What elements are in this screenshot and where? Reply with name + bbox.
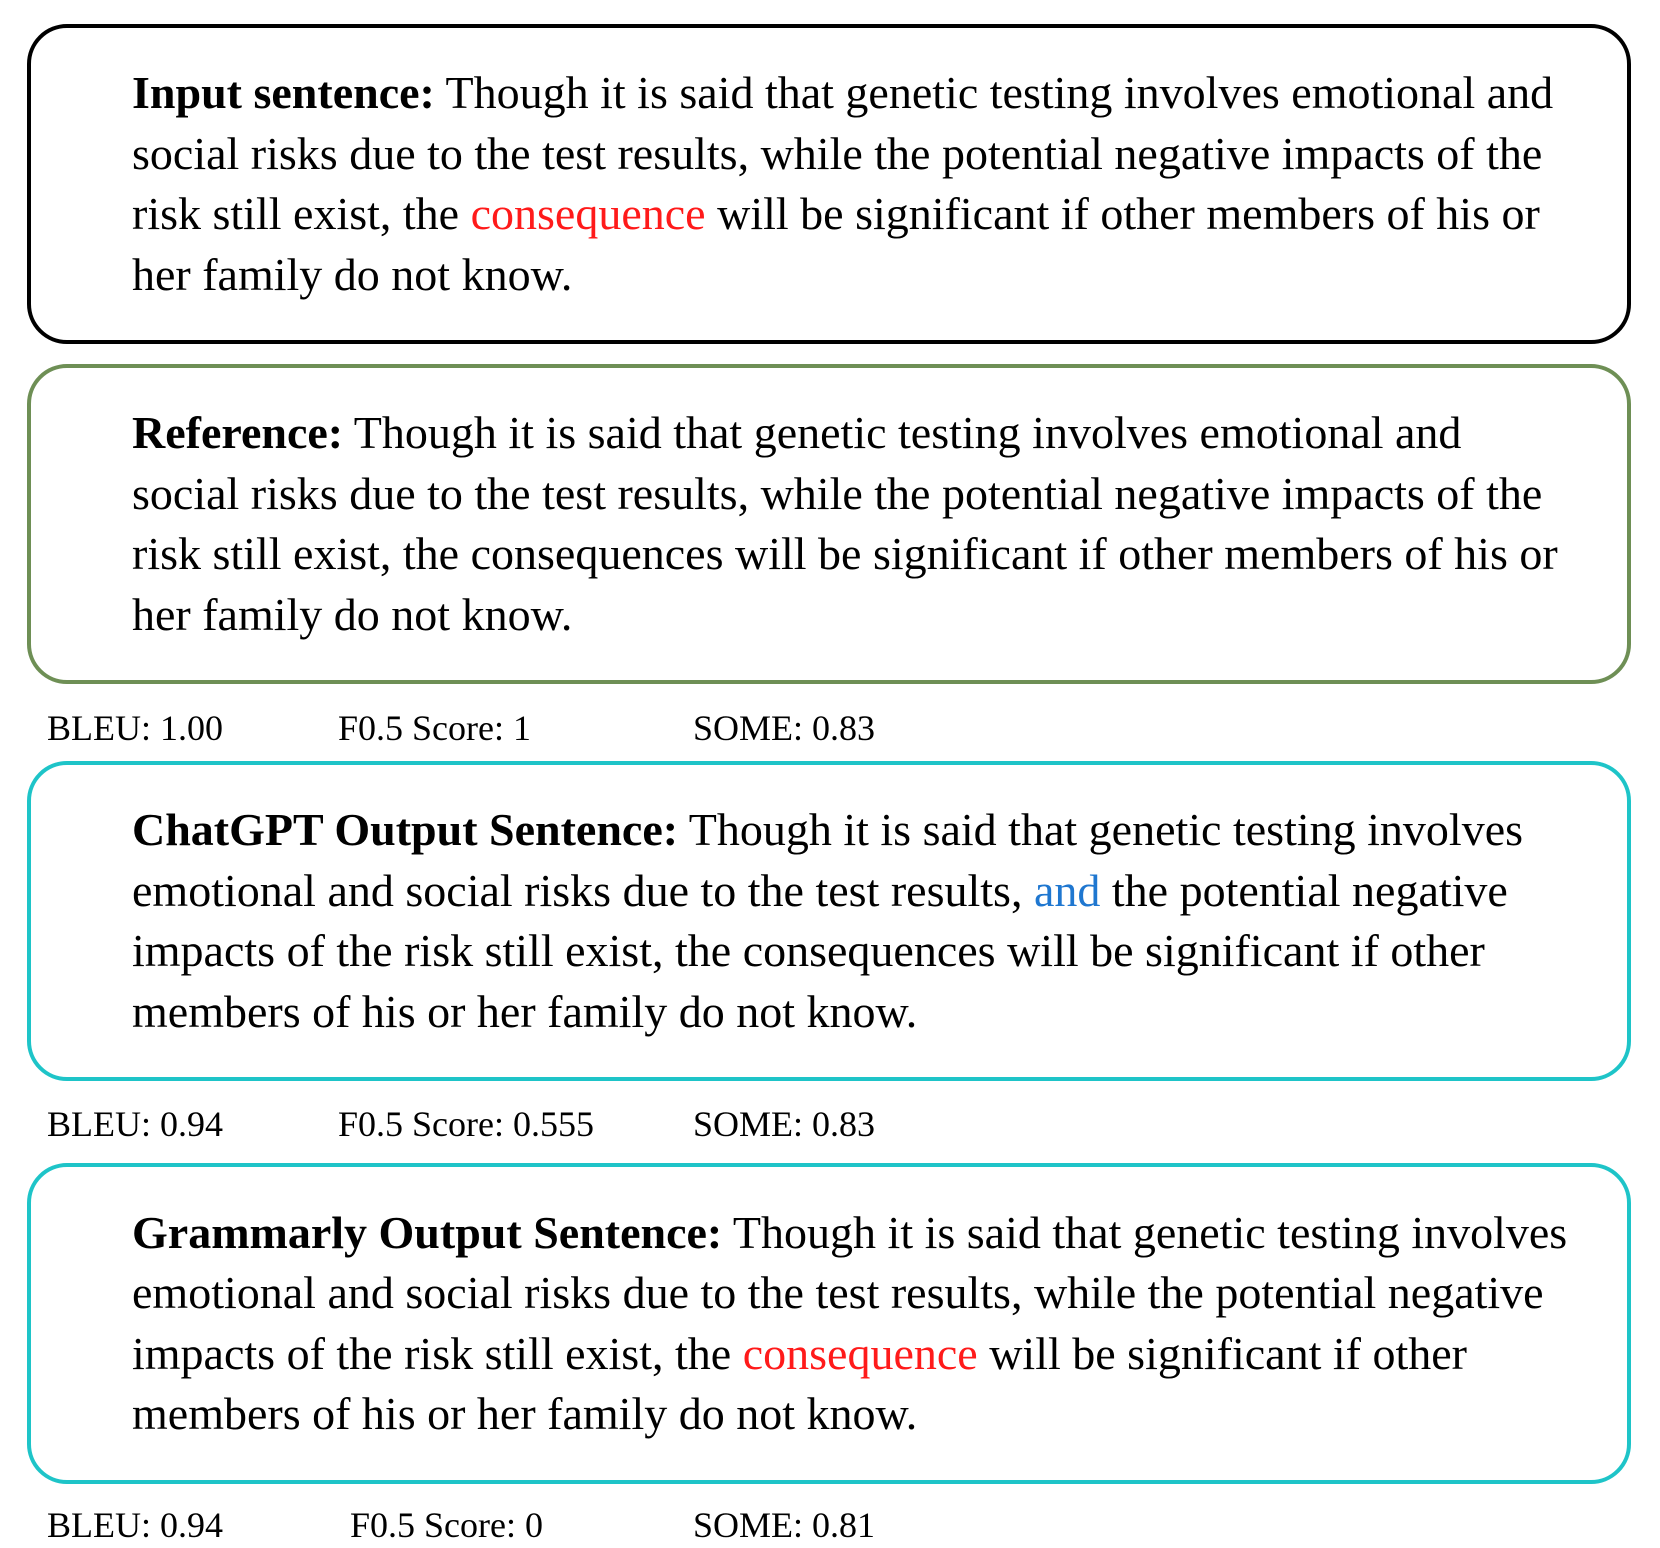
input-text-after: will be significant if other members of his or her family do not know. xyxy=(132,188,1540,300)
reference-metrics xyxy=(0,706,1660,750)
chatgpt-change-highlight: and xyxy=(1033,864,1101,916)
reference-some: SOME: 0.83 xyxy=(693,708,876,748)
reference-text xyxy=(132,403,1577,645)
grammarly-text-before: Though it is said that genetic testing involves emotional and social risks due to the test results, while the potential negative impacts of the risk still exist, the xyxy=(132,1206,1568,1379)
grammarly-metrics xyxy=(0,1503,1660,1547)
chatgpt-text-before: Though it is said that genetic testing involves emotional and social risks due to the test results, xyxy=(132,804,1524,916)
input-error-highlight: consequence xyxy=(470,188,706,239)
chatgpt-label: ChatGPT Output Sentence: xyxy=(132,804,679,855)
reference-label: Reference: xyxy=(132,407,344,458)
input-text-before: Though it is said that genetic testing involves emotional and social risks due to the test results, while the potential negative impacts of the risk still exist, the xyxy=(132,67,1554,239)
reference-bleu: BLEU: 1.00 xyxy=(47,708,223,748)
chatgpt-some: SOME: 0.83 xyxy=(693,1104,876,1144)
grammarly-f05: F0.5 Score: 0 xyxy=(350,1505,543,1545)
grammarly-some: SOME: 0.81 xyxy=(693,1505,876,1545)
input-sentence-box xyxy=(27,24,1631,344)
chatgpt-metrics xyxy=(0,1102,1660,1146)
chatgpt-text-after: the potential negative impacts of the risk still exist, the consequences will be significant if other members of his or her family do not know. xyxy=(132,864,1508,1037)
chatgpt-output-box xyxy=(27,761,1631,1081)
grammarly-label: Grammarly Output Sentence: xyxy=(132,1206,723,1258)
reference-f05: F0.5 Score: 1 xyxy=(338,708,531,748)
grammarly-output-text xyxy=(132,1203,1577,1445)
grammarly-text-after: will be significant if other members of his or her family do not know. xyxy=(132,1327,1467,1439)
reference-box xyxy=(27,364,1631,684)
input-sentence-label: Input sentence: xyxy=(132,67,435,118)
grammarly-bleu: BLEU: 0.94 xyxy=(47,1505,223,1545)
grammarly-output-box xyxy=(27,1163,1631,1484)
input-sentence-text xyxy=(132,63,1577,305)
grammarly-error-highlight: consequence xyxy=(742,1327,978,1379)
chatgpt-bleu: BLEU: 0.94 xyxy=(47,1104,223,1144)
reference-sentence: Though it is said that genetic testing involves emotional and social risks due to the test results, while the potential negative impacts of the risk still exist, the consequences will be significant if other members of his or her family do not know. xyxy=(132,407,1558,640)
chatgpt-output-text xyxy=(132,800,1577,1042)
chatgpt-f05: F0.5 Score: 0.555 xyxy=(338,1104,594,1144)
